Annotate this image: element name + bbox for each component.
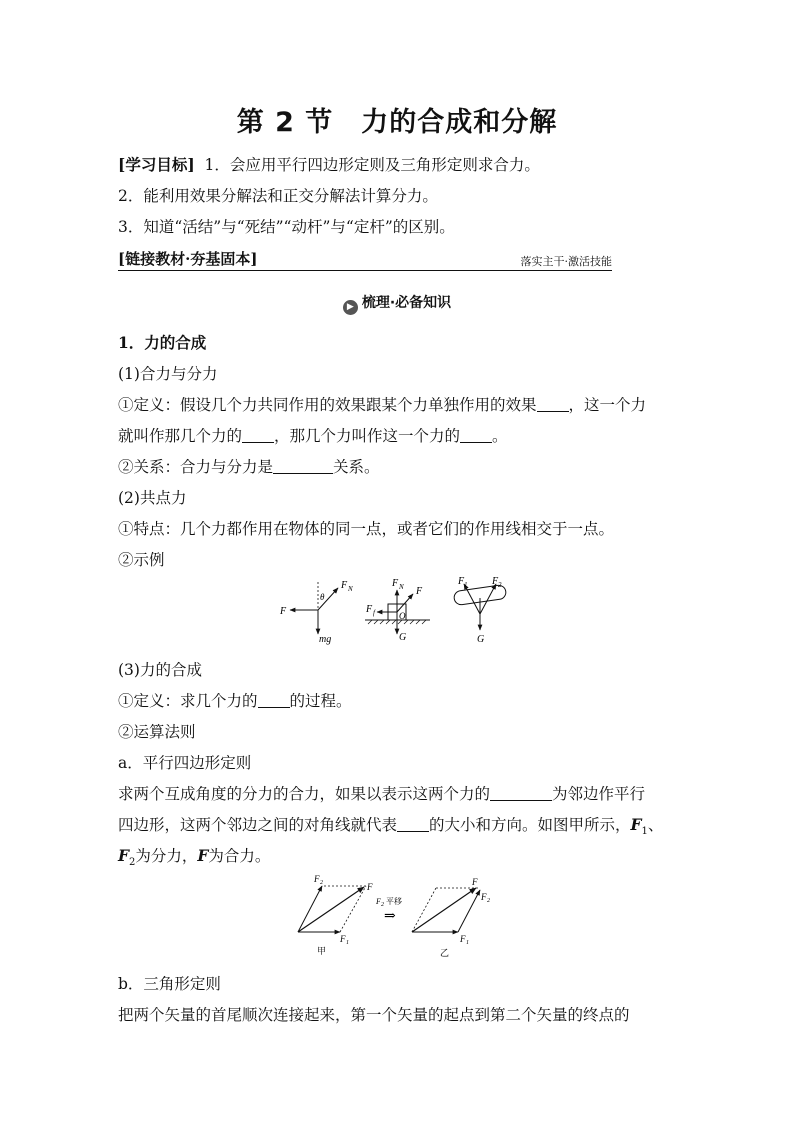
- rule-a-heading: a．平行四边形定则: [118, 754, 252, 772]
- symbol-f: F: [197, 846, 209, 865]
- page-title: [0, 100, 794, 139]
- relation-line: [118, 455, 380, 477]
- force-1-label: F: [340, 934, 346, 944]
- force-2-subscript: 2: [320, 880, 323, 886]
- force-1-subscript: 1: [346, 940, 349, 946]
- composition-text-b: 的过程。: [289, 692, 352, 710]
- play-icon: ▶: [343, 300, 358, 315]
- parallelogram-line-2: [118, 813, 663, 837]
- normal-force-subscript: N: [399, 583, 404, 591]
- parallelogram-text-d: 的大小和方向。如图甲所示，: [429, 816, 631, 834]
- definition-text-d: ，那几个力叫作这一个力的: [274, 427, 461, 445]
- heading-composition: (3)力的合成: [118, 661, 202, 679]
- goals-label: [学习目标]: [118, 155, 195, 174]
- blank: [537, 396, 569, 412]
- translation-subscript: 2: [381, 902, 384, 908]
- normal-force-subscript: N: [348, 585, 353, 593]
- caption-jia: 甲: [317, 946, 327, 956]
- heading-resultant-and-components: (1)合力与分力: [118, 365, 218, 383]
- diagram-yi: [412, 877, 490, 958]
- goal-item-2: 2．能利用效果分解法和正交分解法计算分力。: [118, 187, 438, 205]
- definition-line-1: [118, 393, 646, 415]
- parallelogram-text-a: 求两个互成角度的分力的合力，如果以表示这两个力的: [118, 785, 491, 803]
- force-1-subscript: 1: [466, 940, 469, 946]
- concurrent-forces-figure: [270, 574, 540, 648]
- definition-line-2: [118, 424, 508, 446]
- symbol-f2: F: [118, 846, 130, 865]
- weight-label: G: [477, 634, 485, 645]
- double-arrow-icon: ⇒: [384, 909, 396, 924]
- composition-text-a: ①定义：求几个力的: [118, 692, 258, 710]
- relation-text-a: ②关系：合力与分力是: [118, 458, 274, 476]
- normal-force-label: F: [341, 580, 348, 591]
- rules-heading: ②运算法则: [118, 723, 196, 741]
- translation-arrow: [375, 896, 402, 924]
- symbol-f2-subscript: 2: [129, 857, 136, 869]
- definition-text-a: ①定义：假设几个力共同作用的效果跟某个力单独作用的效果: [118, 396, 537, 414]
- definition-text-e: 。: [492, 427, 508, 445]
- section-header-left: [链接教材·夯基固本]: [118, 250, 258, 268]
- angle-label: θ: [320, 592, 325, 602]
- title-section-number: 第 2 节: [236, 107, 334, 138]
- title-topic: 力的合成和分解: [361, 107, 558, 138]
- symbol-f1-subscript: 1: [641, 826, 648, 838]
- composition-definition: [118, 689, 352, 711]
- force-2-label: F: [481, 892, 487, 902]
- normal-force-label: F: [392, 578, 399, 589]
- diagram-jia: [298, 874, 373, 956]
- goal-item-3: 3．知道“活结”与“死结”“动杆”与“定杆”的区别。: [118, 218, 455, 236]
- weight-label: G: [399, 632, 407, 643]
- example-diagram-block: [365, 578, 430, 643]
- definition-text-c: 就叫作那几个力的: [118, 427, 243, 445]
- resultant-label: F: [367, 882, 373, 892]
- feature-line: ①特点：几个力都作用在物体的同一点，或者它们的作用线相交于一点。: [118, 520, 615, 538]
- example-diagram-plank: [453, 576, 506, 645]
- goal-item-1: 1．会应用平行四边形定则及三角形定则求合力。: [204, 156, 540, 174]
- heading-concurrent-forces: (2)共点力: [118, 489, 187, 507]
- translation-text: 平移: [386, 897, 402, 906]
- relation-text-b: 关系。: [333, 458, 380, 476]
- rule-b-heading: b．三角形定则: [118, 975, 221, 993]
- blank: [397, 816, 429, 832]
- translation-label: F: [376, 897, 381, 906]
- section-header: [118, 248, 612, 271]
- weight-label: mg: [319, 634, 332, 645]
- force-2-label: F: [492, 576, 499, 587]
- parallelogram-line-3: [118, 844, 270, 868]
- resultant-label: F: [472, 877, 478, 887]
- force-label: F: [416, 586, 423, 597]
- blank: [242, 427, 274, 443]
- force-1-subscript: 1: [464, 581, 468, 589]
- force-1-label: F: [460, 934, 466, 944]
- example-label: ②示例: [118, 551, 165, 569]
- parallelogram-text-c: 四边形，这两个邻边之间的对角线就代表: [118, 816, 398, 834]
- friction-label: F: [366, 604, 373, 615]
- force-2-subscript: 2: [487, 898, 490, 904]
- example-diagram-point: [279, 580, 353, 645]
- force-2-label: F: [314, 874, 320, 884]
- parallelogram-text-b: 为邻边作平行: [552, 785, 646, 803]
- section-header-right: 落实主干·激活技能: [520, 255, 612, 268]
- caption-yi: 乙: [440, 948, 450, 958]
- blank: [460, 427, 492, 443]
- parallelogram-text-e: 为分力，: [135, 847, 198, 865]
- blank: [258, 692, 290, 708]
- parallelogram-line-1: [118, 782, 645, 804]
- blank: [273, 458, 333, 474]
- parallelogram-text-g: 为合力。: [208, 847, 271, 865]
- point-label: O: [399, 611, 406, 621]
- force-1-label: F: [458, 576, 465, 587]
- blank: [490, 785, 552, 801]
- heading-force-composition: 1．力的合成: [118, 333, 207, 352]
- parallelogram-figure: [290, 870, 510, 960]
- separator: 、: [647, 816, 664, 834]
- friction-subscript: f: [373, 609, 375, 617]
- symbol-f1: F: [630, 815, 642, 834]
- force-label: F: [280, 606, 287, 617]
- force-2-subscript: 2: [498, 581, 502, 589]
- goals-line-1: [118, 153, 540, 175]
- definition-text-b: ，这一个力: [568, 396, 647, 414]
- subsection-heading: [0, 292, 794, 315]
- triangle-rule-line: 把两个矢量的首尾顺次连接起来，第一个矢量的起点到第二个矢量的终点的: [118, 1006, 630, 1024]
- subsection-label: 梳理·必备知识: [361, 295, 452, 311]
